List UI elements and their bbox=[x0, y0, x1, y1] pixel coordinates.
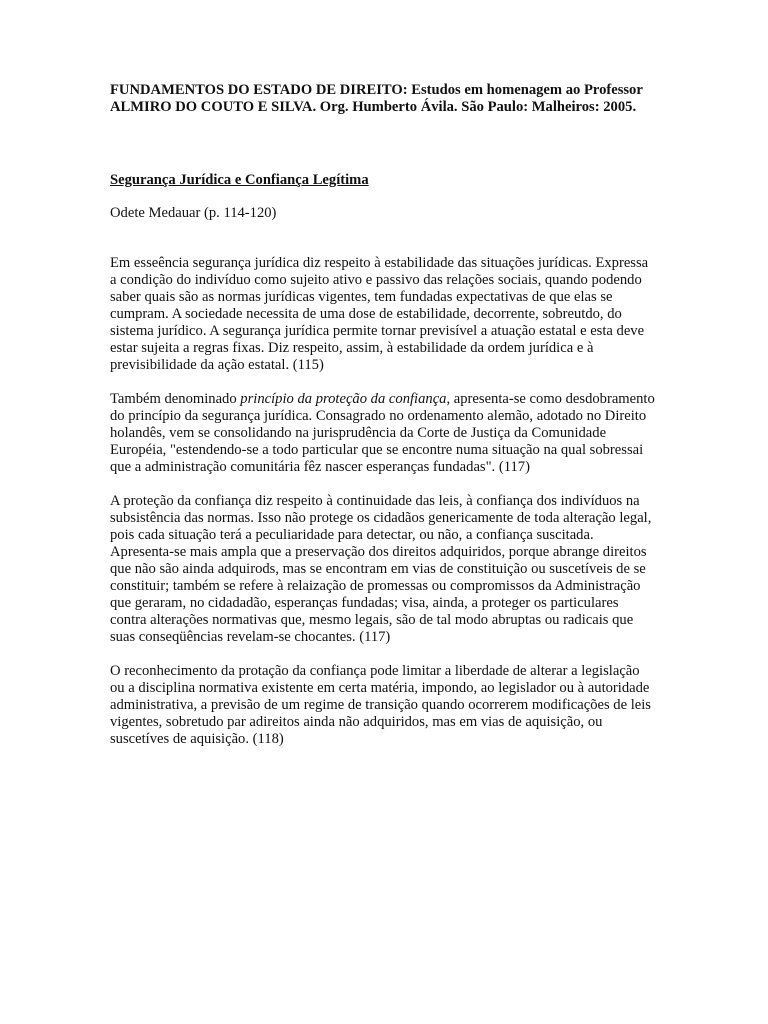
author-line: Odete Medauar (p. 114-120) bbox=[110, 205, 277, 221]
paragraph-2-text-before: Também denominado bbox=[110, 391, 241, 407]
document-page bbox=[110, 82, 655, 748]
paragraph-3: A proteção da confiança diz respeito à continuidade das leis, à confiança dos indivíduos na subsistência das normas. Isso não protege os cidadãos genericamente de toda alteração legal, pois cada situação terá a peculiaridade para detectar, ou não, a confiança suscitada. Apresenta-se mais ampla que a preservação dos direitos adquiridos, porque abrange direitos que não são ainda adquirods, mas se encontram em vias de constituição ou suscetíveis de se constituir; também se refere à relaização de promessas ou compromissos da Administração que geraram, no cidadadão, esperanças fundadas; visa, ainda, a proteger os particulares contra alterações normativas que, mesmo legais, são de tal modo abruptas ou radicais que suas conseqüências revelam-se chocantes. (117) bbox=[110, 493, 652, 645]
paragraph-2-text-after: , apresenta-se como desdobramento do princípio da segurança jurídica. Consagrado no ordenamento alemão, adotado no Direito holandês, vem se consolidando na jurisprudência da Corte de Justiça da Comunidade Européia, "estendendo-se a todo particular que se encontre numa situação na qual sobressai que a administração comunitária fêz nascer esperanças fundadas". (117) bbox=[110, 391, 655, 475]
paragraph-2-italic-term: princípio da proteção da confiança bbox=[240, 391, 447, 407]
section-title: Segurança Jurídica e Confiança Legítima bbox=[110, 172, 369, 188]
paragraph-2 bbox=[110, 391, 655, 476]
paragraph-1: Em esseência segurança jurídica diz respeito à estabilidade das situações jurídicas. Expressa a condição do indivíduo como sujeito ativo e passivo das relações sociais, quando podendo saber quais são as normas jurídicas vigentes, tem fundadas expectativas de que elas se cumpram. A sociedade necessita de uma dose de estabilidade, decorrente, sobreutdo, do sistema jurídico. A segurança jurídica permite tornar previsível a atuação estatal e esta deve estar sujeita a regras fixas. Diz respeito, assim, à estabilidade da ordem jurídica e à previsibilidade da ação estatal. (115) bbox=[110, 255, 649, 373]
paragraph-4: O reconhecimento da protação da confiança pode limitar a liberdade de alterar a legislação ou a disciplina normativa existente em certa matéria, impondo, ao legislador ou à autoridade administrativa, a previsão de um regime de transição quando ocorrerem modificações de leis vigentes, sobretudo par adireitos ainda não adquiridos, mas em vias de aquisição, ou suscetíves de aquisição. (118) bbox=[110, 663, 651, 747]
bibliographic-reference: FUNDAMENTOS DO ESTADO DE DIREITO: Estudos em homenagem ao Professor ALMIRO DO COUTO E SILVA. Org. Humberto Ávila. São Paulo: Malheiros: 2005. bbox=[110, 82, 643, 115]
